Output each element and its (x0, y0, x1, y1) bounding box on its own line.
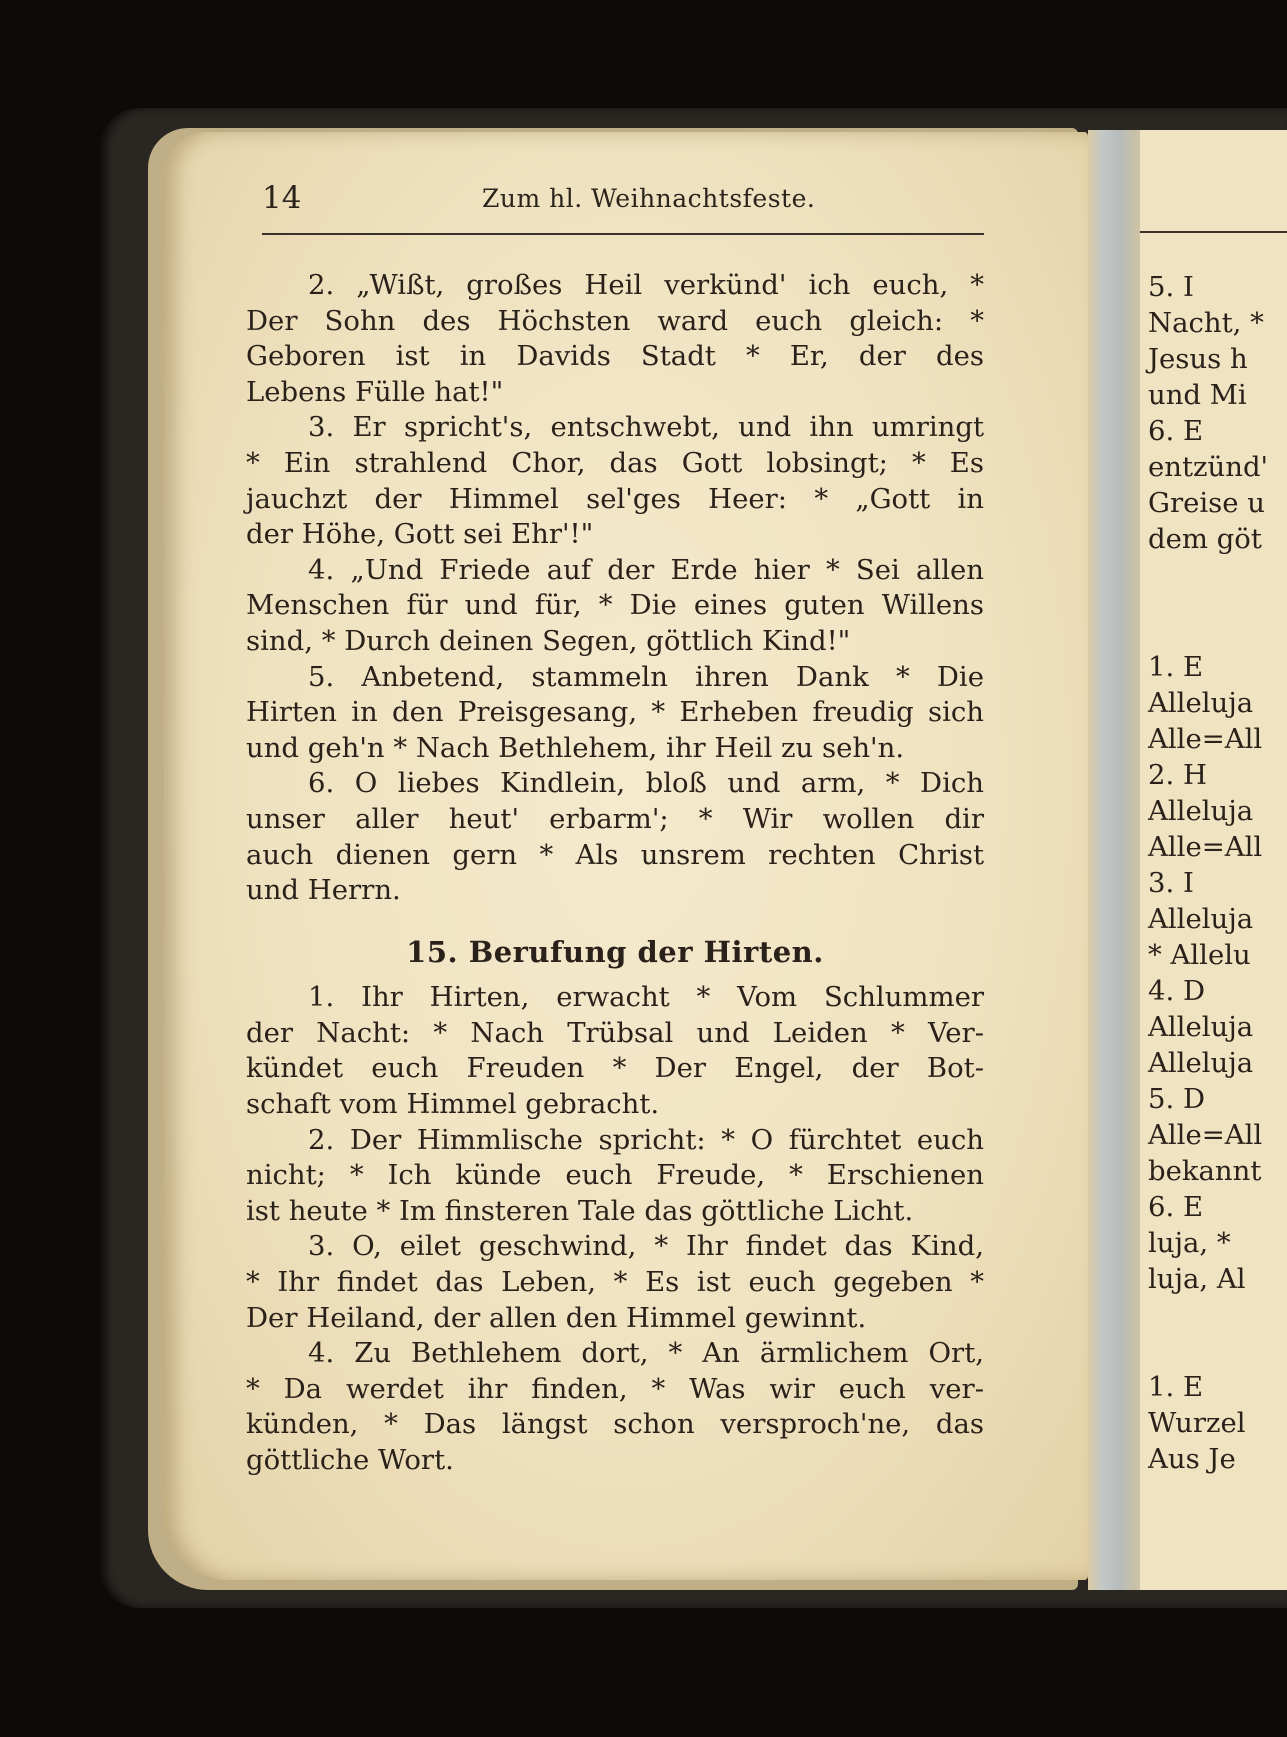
right-page-line: Alleluja (1148, 795, 1254, 827)
text-line: schaft vom Himmel gebracht. (246, 1088, 660, 1121)
text-line: Der Sohn des Höchsten ward euch gleich: * (246, 304, 984, 337)
text-line: 2. Der Himmlische spricht: * O fürchtet euch (308, 1123, 984, 1156)
right-header-rule (1140, 231, 1287, 233)
right-page-line: Alle=All (1148, 723, 1263, 755)
text-line: Der Heiland, der allen den Himmel gewinnt. (246, 1301, 867, 1334)
text-line: * Ihr findet das Leben, * Es ist euch gegeben * (246, 1266, 984, 1299)
right-page-line: Alleluja (1148, 903, 1254, 935)
text-line: sind, * Durch deinen Segen, göttlich Kind!" (246, 624, 851, 657)
right-page-line: luja, * (1148, 1227, 1231, 1259)
text-line: * Da werdet ihr finden, * Was wir euch ver- (246, 1372, 984, 1405)
hymn-heading: 15. Berufung der Hirten. (406, 934, 824, 969)
right-page-line: 6. E (1148, 415, 1204, 447)
right-page-line: Wurzel (1148, 1407, 1246, 1439)
right-page-line: Alleluja (1148, 1047, 1254, 1079)
right-page-line: Greise u (1148, 487, 1266, 519)
text-line: 2. „Wißt, großes Heil verkünd' ich euch, * (308, 269, 984, 301)
text-line: und Herrn. (246, 874, 401, 907)
right-page-line: Alleluja (1148, 687, 1254, 719)
right-page-line: Nacht, * (1148, 307, 1264, 339)
right-page-line: Aus Je (1148, 1443, 1236, 1475)
text-line: 4. Zu Bethlehem dort, * An ärmlichem Ort, (308, 1337, 984, 1370)
right-page-line: Alle=All (1148, 831, 1263, 863)
text-line: unser aller heut' erbarm'; * Wir wollen dir (246, 802, 984, 835)
right-page-line: Alleluja (1148, 1011, 1254, 1043)
right-page-line: und Mi (1148, 379, 1247, 411)
text-line: 5. Anbetend, stammeln ihren Dank * Die (308, 660, 984, 693)
text-line: jauchzt der Himmel sel'ges Heer: * „Gott in (246, 482, 984, 515)
running-title: Zum hl. Weihnachtsfeste. (482, 184, 816, 213)
right-page-line: luja, Al (1148, 1263, 1246, 1295)
text-line: 3. Er spricht's, entschwebt, und ihn umringt (308, 411, 984, 444)
verses-hymn-14 (246, 268, 984, 909)
right-page-line: entzünd' (1148, 451, 1269, 483)
text-line: der Nacht: * Nach Trübsal und Leiden * Ver- (246, 1016, 984, 1049)
text-line: auch dienen gern * Als unsrem rechten Christ (246, 838, 984, 871)
right-page-line: 1. E (1148, 1371, 1204, 1403)
right-page-line: 2. H (1148, 759, 1207, 791)
right-page-line: 5. D (1148, 1083, 1206, 1115)
text-line: ist heute * Im finsteren Tale das göttliche Licht. (246, 1194, 914, 1227)
text-line: Lebens Fülle hat!" (246, 375, 504, 408)
text-line: kündet euch Freuden * Der Engel, der Bot- (246, 1052, 984, 1085)
right-page-line: 1. E (1148, 651, 1204, 683)
text-line: künden, * Das längst schon versproch'ne, das (246, 1408, 984, 1441)
right-page-line: 5. I (1148, 271, 1194, 303)
text-line: der Höhe, Gott sei Ehr'!" (246, 518, 594, 551)
verses-hymn-15 (246, 980, 984, 1478)
book-gutter (1088, 130, 1140, 1590)
header-rule (262, 233, 984, 235)
text-line: und geh'n * Nach Bethlehem, ihr Heil zu seh'n. (246, 731, 905, 764)
right-page-line: 3. I (1148, 867, 1194, 899)
right-page-line: 6. E (1148, 1191, 1204, 1223)
text-line: 1. Ihr Hirten, erwacht * Vom Schlummer (308, 981, 984, 1014)
text-line: Hirten in den Preisgesang, * Erheben freudig sich (246, 696, 984, 729)
text-line: göttliche Wort. (246, 1444, 454, 1476)
left-page-text (246, 268, 984, 1479)
right-page-line: * Allelu (1148, 939, 1251, 971)
text-line: 6. O liebes Kindlein, bloß und arm, * Dich (308, 767, 984, 800)
page-header (262, 180, 982, 230)
right-page-line: dem göt (1148, 523, 1262, 555)
text-line: 3. O, eilet geschwind, * Ihr findet das Kind, (308, 1230, 984, 1263)
right-page-line: Jesus h (1148, 343, 1248, 375)
right-page-line: Alle=All (1148, 1119, 1263, 1151)
right-page-line: bekannt (1148, 1155, 1262, 1187)
text-line: nicht; * Ich künde euch Freude, * Erschienen (246, 1159, 984, 1192)
text-line: Menschen für und für, * Die eines guten Willens (246, 589, 984, 622)
page-number: 14 (262, 180, 302, 216)
right-page (1140, 130, 1287, 1590)
text-line: 4. „Und Friede auf der Erde hier * Sei allen (308, 553, 984, 586)
right-page-line: 4. D (1148, 975, 1206, 1007)
text-line: Geboren ist in Davids Stadt * Er, der des (246, 340, 984, 373)
text-line: * Ein strahlend Chor, das Gott lobsingt; * Es (246, 446, 984, 479)
